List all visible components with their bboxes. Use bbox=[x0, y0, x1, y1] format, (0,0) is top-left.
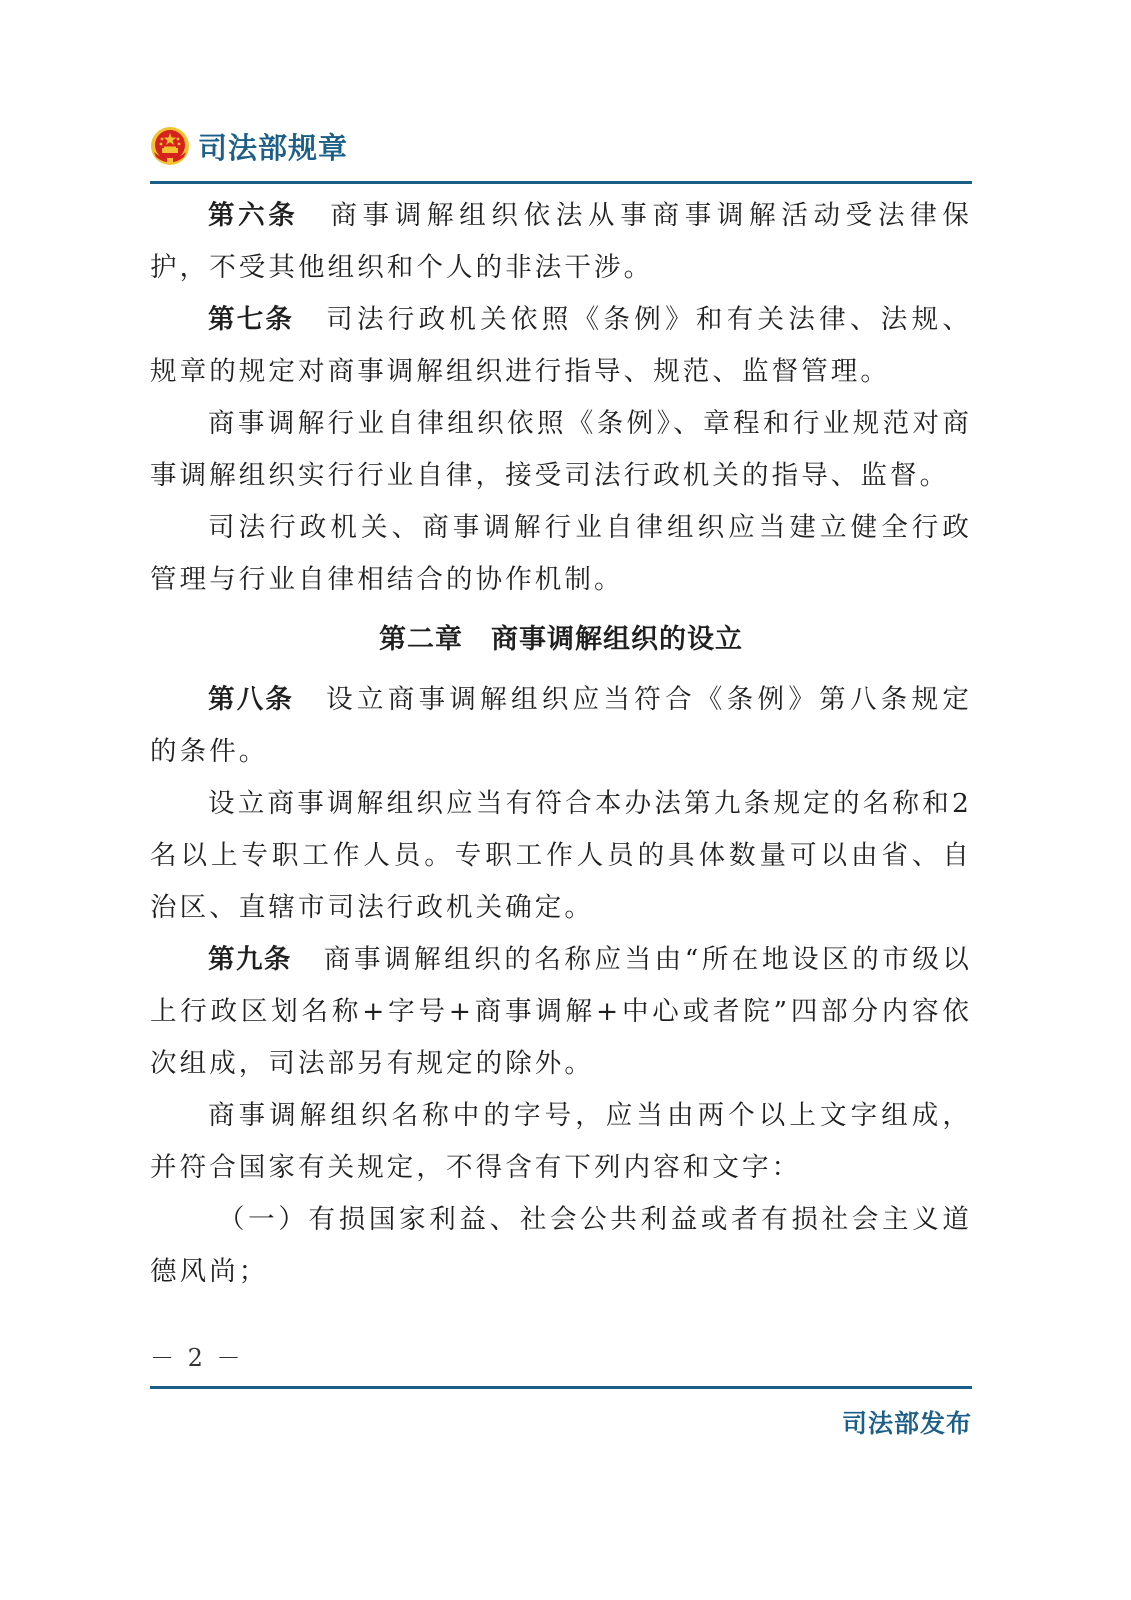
paragraph: 设立商事调解组织应当有符合本办法第九条规定的名称和2名以上专职工作人员。专职工作人员的具体数量可以由省、自治区、直辖市司法行政机关确定。 bbox=[150, 788, 972, 923]
page-number: － 2 － bbox=[150, 1344, 244, 1372]
paragraph: 商事调解行业自律组织依照《条例》、章程和行业规范对商事调解组织实行行业自律，接受司法行政机关的指导、监督。 bbox=[150, 408, 972, 491]
footer-publisher: 司法部发布 bbox=[841, 1409, 972, 1438]
article-label: 第七条 bbox=[208, 304, 295, 335]
header-title: 司法部规章 bbox=[198, 130, 349, 165]
article-text: 设立商事调解组织应当符合《条例》第八条规定的条件。 bbox=[150, 684, 972, 767]
paragraph: 司法行政机关、商事调解行业自律组织应当建立健全行政管理与行业自律相结合的协作机制。 bbox=[150, 512, 972, 595]
article-label: 第九条 bbox=[208, 944, 292, 975]
footer-divider bbox=[150, 1386, 972, 1389]
article-7 bbox=[150, 294, 972, 398]
article-8 bbox=[150, 674, 972, 778]
document-body bbox=[150, 190, 972, 1298]
article-text: 商事调解组织的名称应当由“所在地设区的市级以上行政区划名称+字号+商事调解+中心或者院”四部分内容依次组成，司法部另有规定的除外。 bbox=[150, 944, 972, 1079]
article-label: 第六条 bbox=[208, 200, 299, 231]
article-text: 商事调解组织依法从事商事调解活动受法律保护，不受其他组织和个人的非法干涉。 bbox=[150, 200, 973, 283]
list-item: （一）有损国家利益、社会公共利益或者有损社会主义道德风尚； bbox=[150, 1204, 972, 1287]
chapter-heading: 第二章 商事调解组织的设立 bbox=[379, 624, 743, 655]
page-header bbox=[150, 118, 348, 174]
article-6 bbox=[150, 190, 972, 294]
header-divider bbox=[150, 181, 972, 184]
paragraph: 商事调解组织名称中的字号，应当由两个以上文字组成，并符合国家有关规定，不得含有下列内容和文字： bbox=[150, 1100, 972, 1183]
article-label: 第八条 bbox=[208, 684, 295, 715]
article-9 bbox=[150, 934, 972, 1090]
article-text: 司法行政机关依照《条例》和有关法律、法规、规章的规定对商事调解组织进行指导、规范、监督管理。 bbox=[150, 304, 972, 387]
national-emblem-icon bbox=[150, 126, 190, 166]
